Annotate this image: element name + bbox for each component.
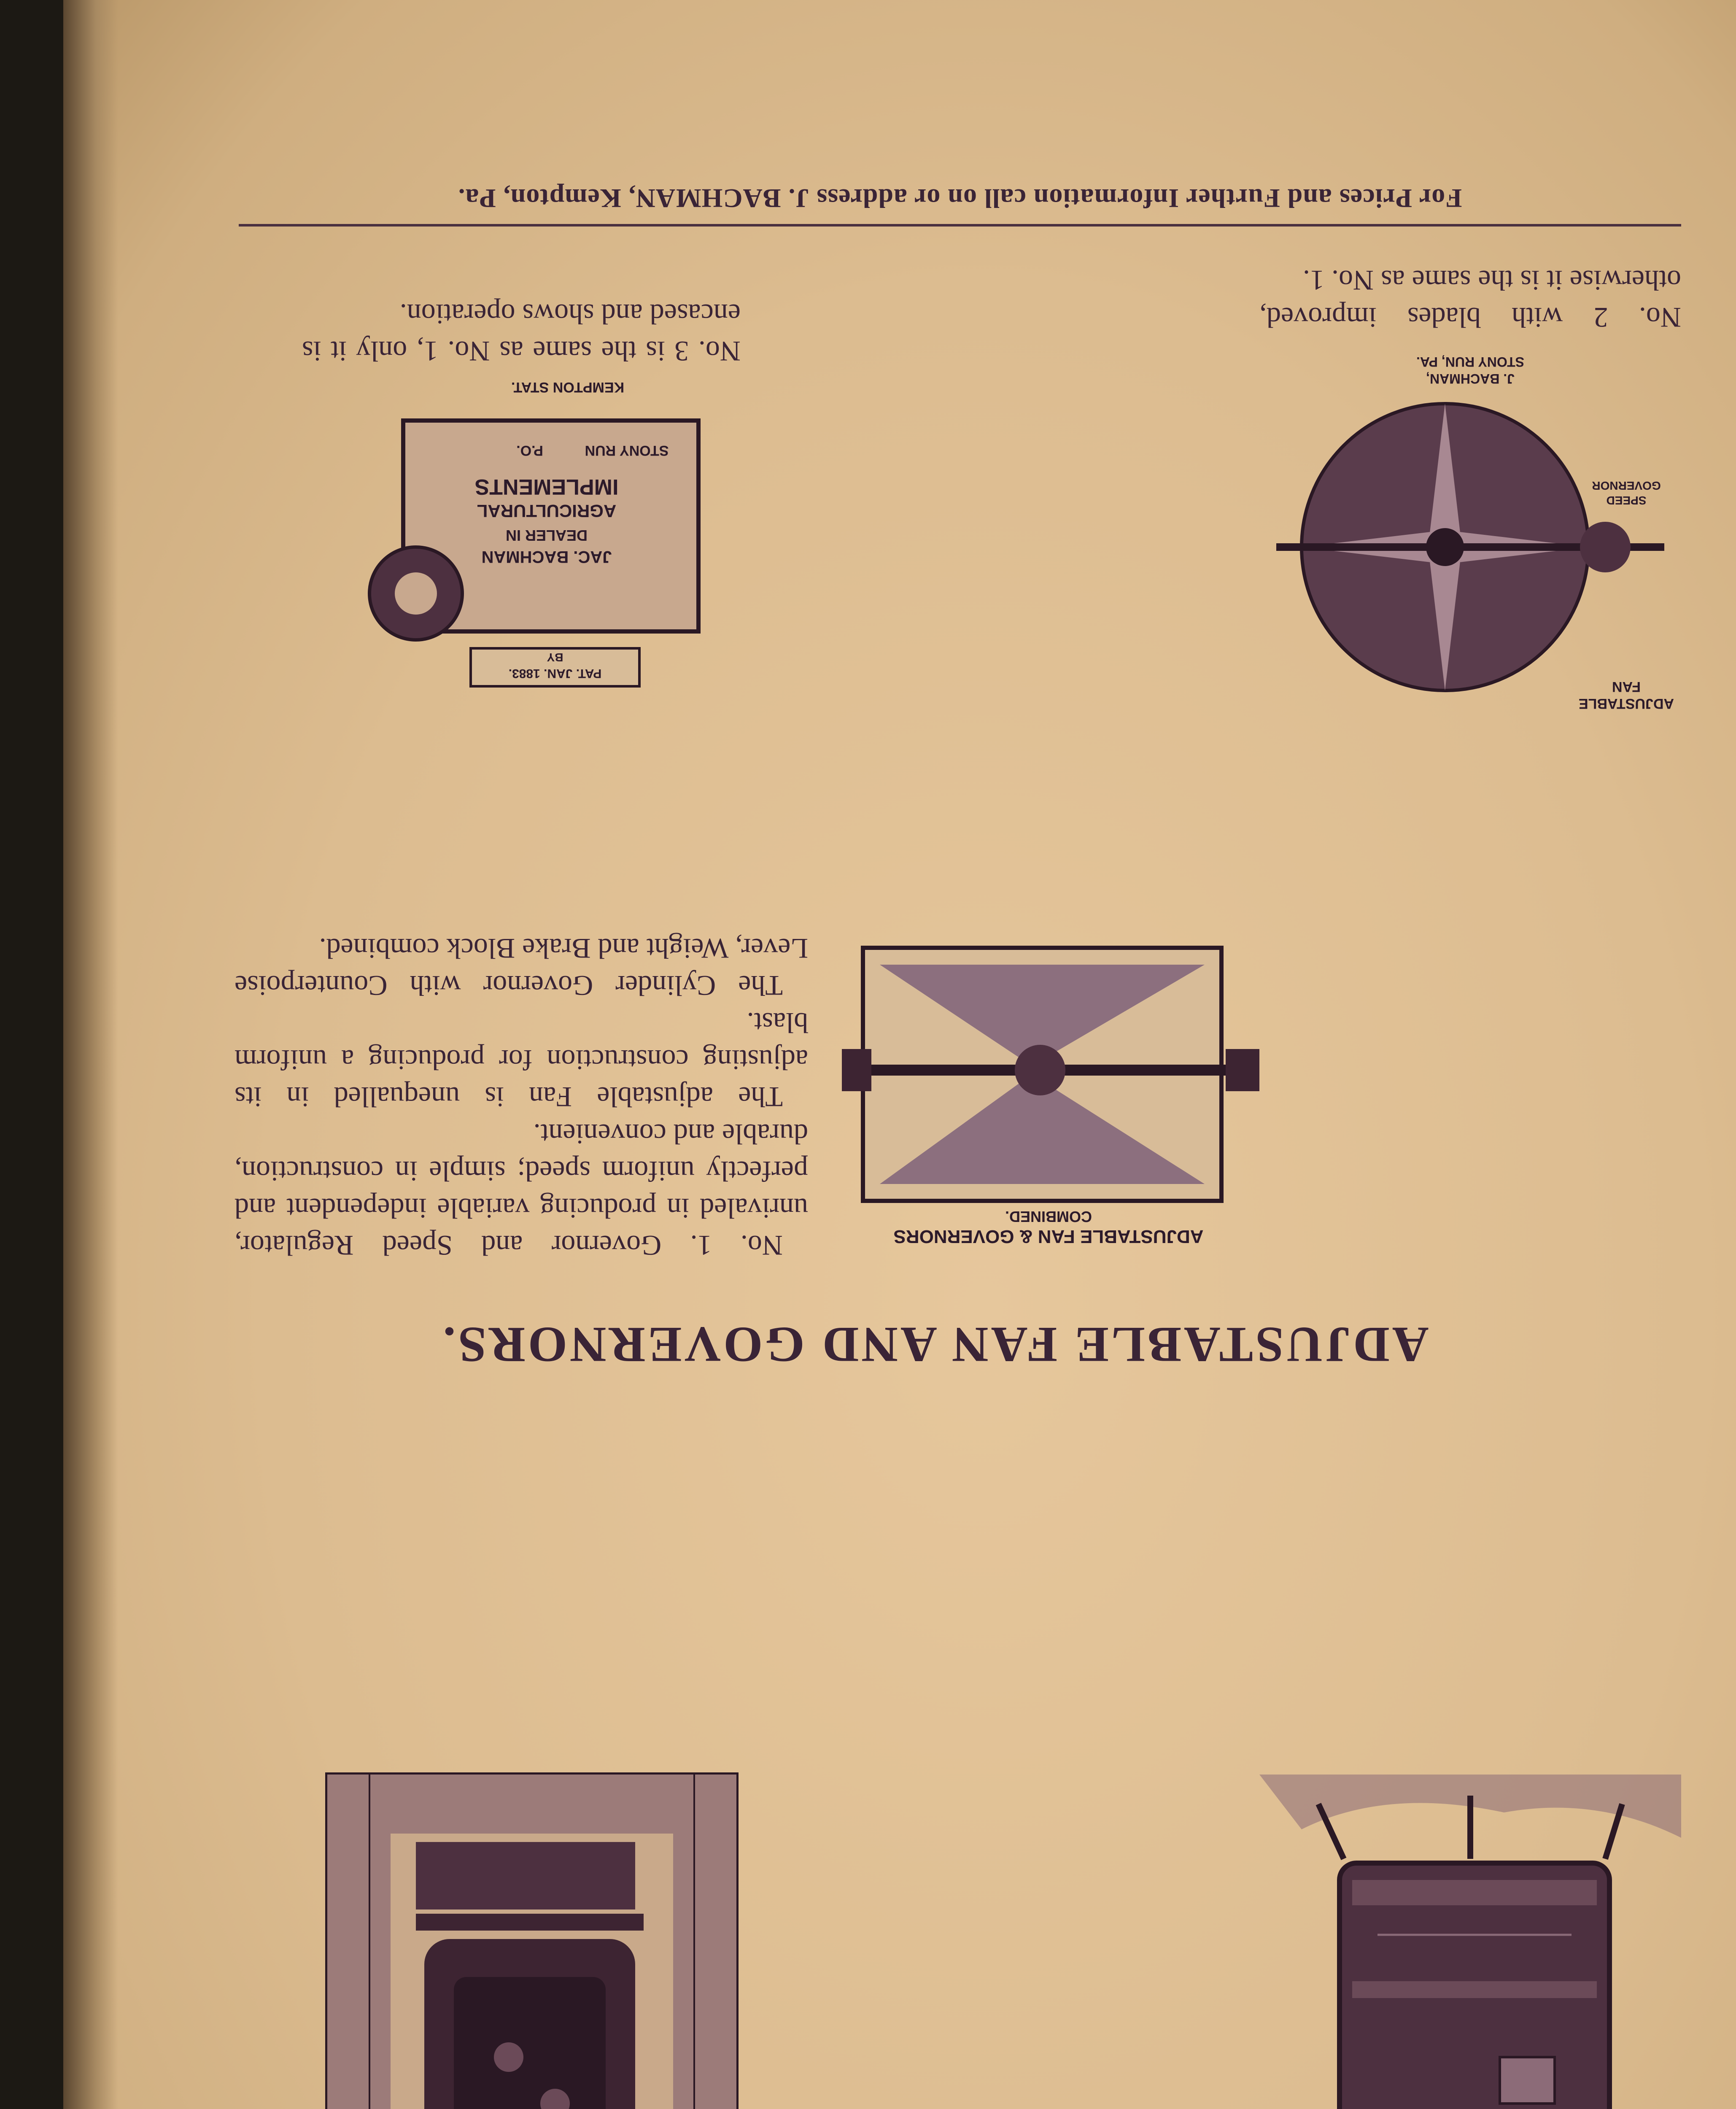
fan-fig-label: ADJUSTABLE FAN & GOVERNORS [893, 1226, 1204, 1247]
fan-no2-caption: No. 2 with blades improved, otherwise it is the same as No. 1. [1259, 264, 1681, 334]
boiler-cutaway-figure [319, 1766, 745, 2109]
fan-no1-text [235, 930, 808, 1264]
fan-no2-figure [1268, 345, 1681, 724]
fan3-box4: IMPLEMENTS [474, 475, 619, 499]
fan2-label-speed1: SPEED [1606, 494, 1647, 507]
footer-rule [239, 224, 1681, 227]
fan-no1-para3: The Cylinder Governor with Counterpoise Lever, Weight and Brake Block combined. [235, 933, 808, 1002]
fan3-box3: AGRICULTURAL [477, 501, 617, 521]
fan-no1-para2: The adjustable Fan is unequalled in its adjusting construction for producing a uniform blast. [235, 1007, 808, 1113]
catalog-page [63, 0, 1736, 2109]
fan3-box5: STONY RUN [585, 442, 669, 458]
fan2-label-maker2: STONY RUN, PA. [1416, 354, 1525, 369]
fan-no3-figure [344, 370, 766, 690]
fan2-label-top2: FAN [1612, 679, 1641, 695]
fan3-box1: JAC. BACHMAN [481, 547, 612, 566]
fan-no1-para1: No. 1. Governor and Speed Regulator, unrivaled in producing variable independent and perfectly uniform speed; simple in construction, durable and convenient. [235, 1118, 808, 1262]
fan-fig-sublabel: COMBINED. [1005, 1208, 1092, 1225]
fan3-tag2: BY [547, 651, 563, 664]
fan3-box2: DEALER IN [505, 527, 588, 544]
fan3-box7: KEMPTON STAT. [511, 379, 625, 395]
fan3-box6: P.O. [516, 442, 543, 458]
boiler-exterior-figure [1259, 1775, 1681, 2109]
fan2-label-maker1: J. BACHMAN, [1426, 371, 1515, 386]
rotated-page-content [63, 0, 1736, 2109]
footer-contact: For Prices and Further Information call on or address J. BACHMAN, Kempton, Pa. [458, 183, 1462, 213]
fan-no3-caption: No. 3 is the same as No. 1, only it is encased and shows operation. [302, 298, 741, 367]
fan3-tag: PAT. JAN. 1883. [508, 666, 602, 680]
fan2-label-top1: ADJUSTABLE [1578, 696, 1674, 712]
fan-heading: ADJUSTABLE FAN AND GOVERNORS. [440, 1317, 1429, 1373]
fan-governor-figure [838, 939, 1259, 1251]
fan2-label-speed2: GOVERNOR [1592, 479, 1661, 492]
